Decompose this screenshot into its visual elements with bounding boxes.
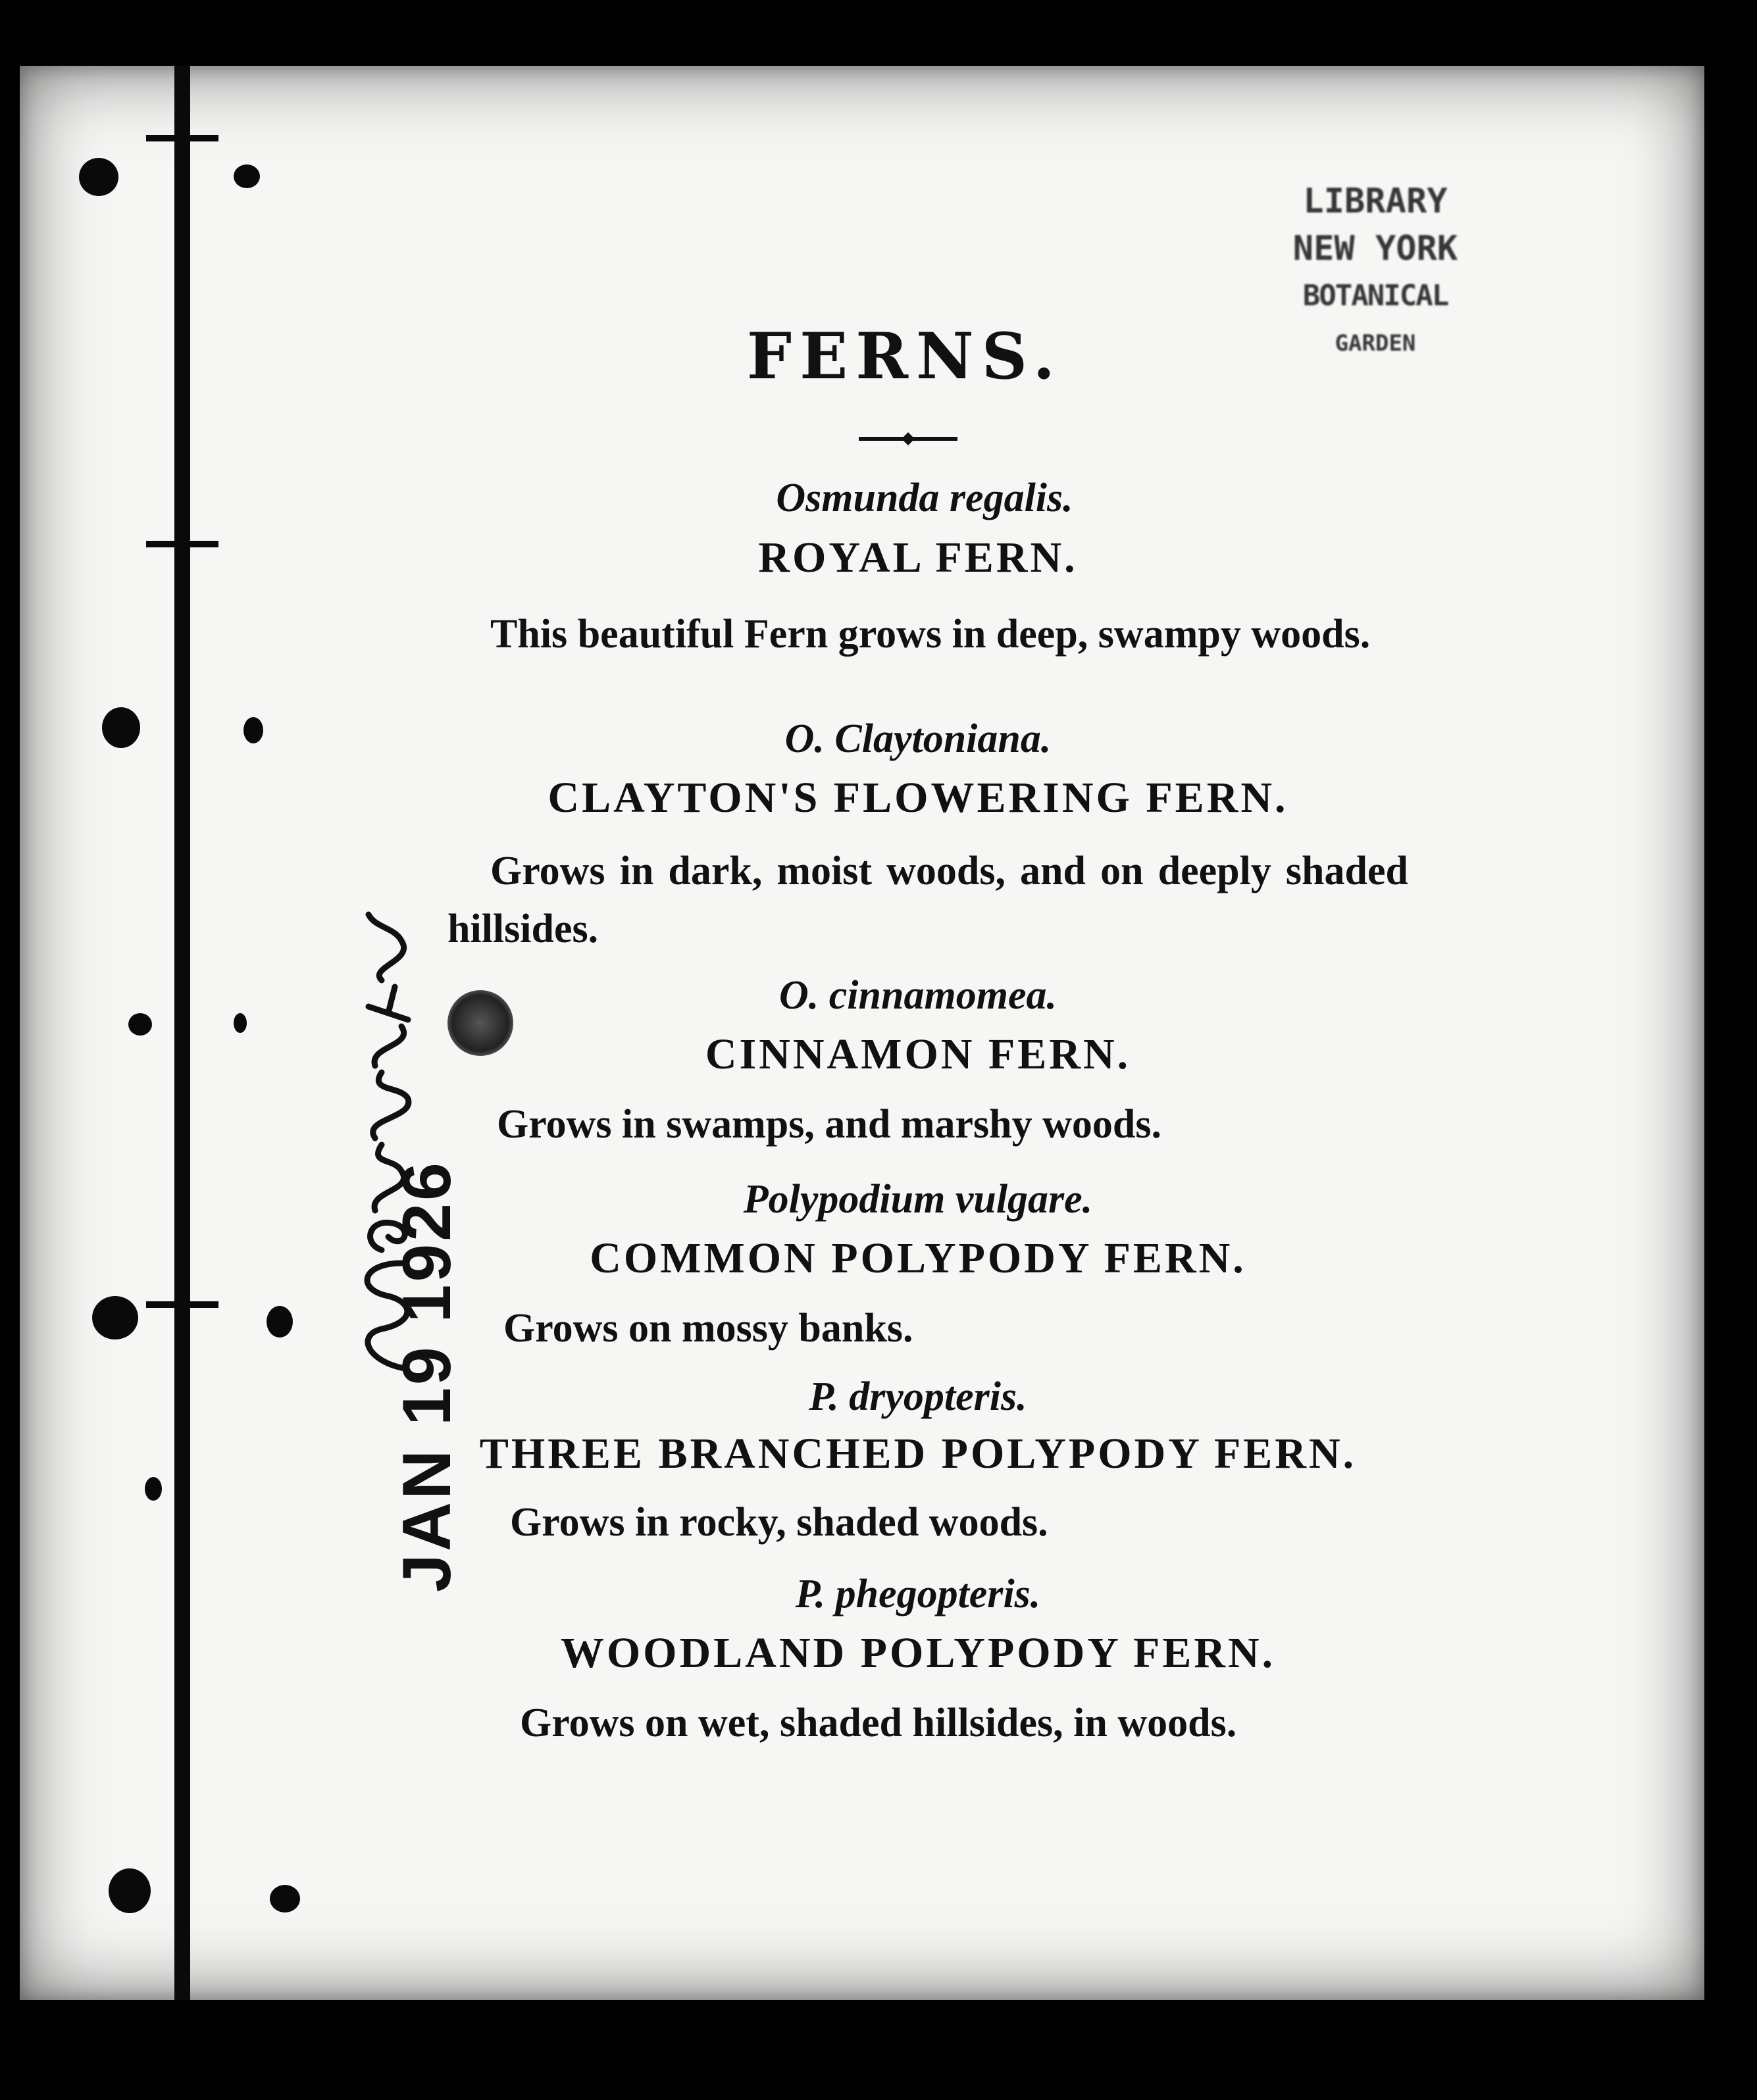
entry-description: Grows in swamps, and marshy woods. (497, 1102, 1162, 1147)
entry-description: Grows in rocky, shaded woods. (510, 1500, 1048, 1545)
common-name: ROYAL FERN. (758, 534, 1078, 582)
punch-hole-blot (234, 164, 260, 188)
species-name: O. Claytoniana. (784, 716, 1052, 761)
common-name: CINNAMON FERN. (705, 1030, 1131, 1078)
punch-hole-blot (145, 1477, 162, 1501)
spine-crossbar (146, 135, 218, 141)
entry-description: Grows on wet, shaded hillsides, in woods. (520, 1701, 1237, 1745)
ornament-divider-icon (859, 431, 957, 447)
punch-hole-blot (109, 1868, 151, 1913)
species-name: P. dryopteris. (809, 1374, 1027, 1419)
entry-description: Grows in dark, moist woods, and on deeply shaded hillsides. (447, 849, 1408, 951)
stamp-line: BOTANICAL (1302, 279, 1448, 312)
common-name: COMMON POLYPODY FERN. (590, 1234, 1246, 1282)
page-title: FERNS. (746, 319, 1063, 393)
handwritten-signature (342, 908, 434, 1382)
species-name: P. phegopteris. (795, 1572, 1041, 1616)
punch-hole-blot (270, 1885, 300, 1913)
species-name: O. cinnamomea. (779, 973, 1057, 1018)
signature-text: Barnhart-Lk (342, 908, 345, 909)
common-name: CLAYTON'S FLOWERING FERN. (547, 774, 1288, 822)
species-name: Polypodium vulgare. (743, 1177, 1093, 1222)
species-name: Osmunda regalis. (776, 476, 1073, 520)
punch-hole-blot (92, 1296, 138, 1339)
punch-hole-blot (267, 1306, 293, 1338)
entry-description: This beautiful Fern grows in deep, swampy woods. (490, 612, 1371, 657)
stamp-line: NEW YORK (1292, 229, 1458, 268)
common-name: WOODLAND POLYPODY FERN. (560, 1629, 1276, 1677)
spine-crossbar (146, 1301, 218, 1308)
punch-hole-blot (79, 158, 118, 196)
received-date-stamp: JAN 19 1926 (389, 1160, 465, 1592)
stamp-line: GARDEN (1335, 330, 1416, 357)
stamp-line: LIBRARY (1303, 182, 1448, 221)
entry-description: Grows on mossy banks. (503, 1306, 913, 1351)
common-name: THREE BRANCHED POLYPODY FERN. (479, 1430, 1357, 1478)
